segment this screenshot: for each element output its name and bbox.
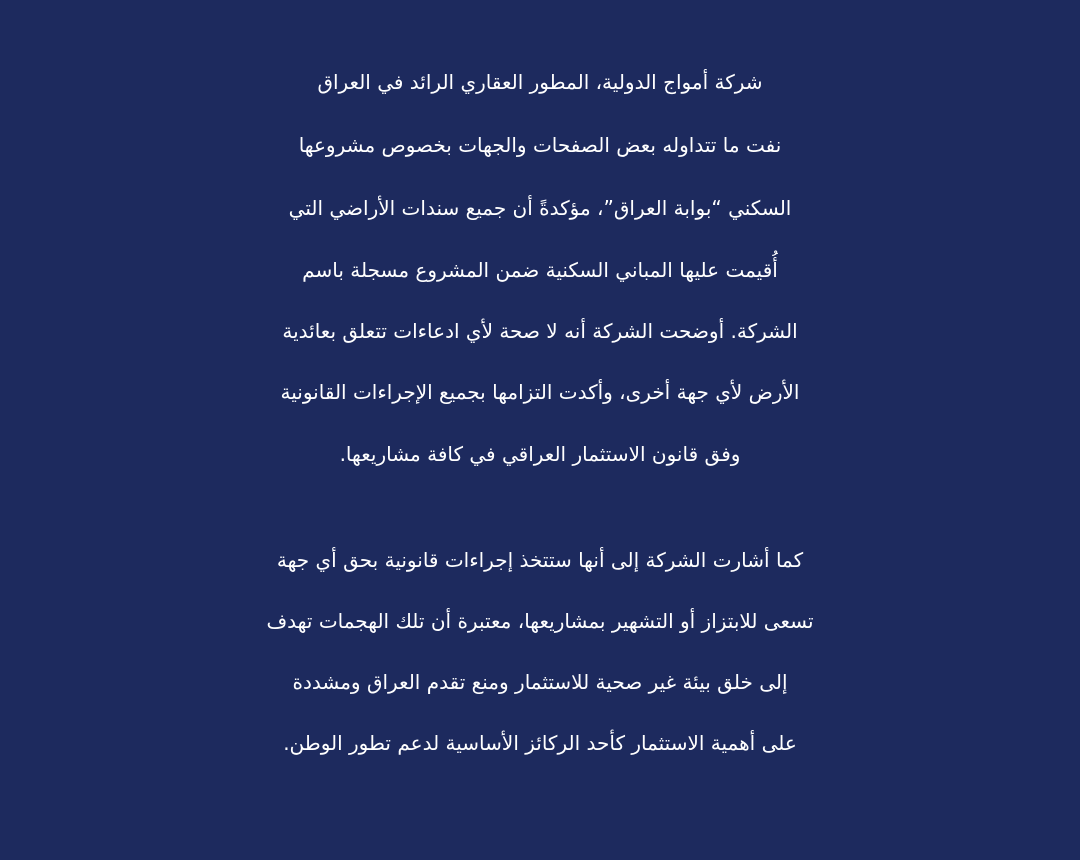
- text-line: تسعى للابتزاز أو التشهير بمشاريعها، معتبرة أن تلك الهجمات تهدف: [266, 609, 814, 633]
- text-line: الشركة. أوضحت الشركة أنه لا صحة لأي ادعاءات تتعلق بعائدية: [282, 319, 798, 343]
- text-line: إلى خلق بيئة غير صحية للاستثمار ومنع تقدم العراق ومشددة: [292, 670, 788, 694]
- text-line: على أهمية الاستثمار كأحد الركائز الأساسية لدعم تطور الوطن.: [283, 731, 797, 755]
- text-line: نفت ما تتداوله بعض الصفحات والجهات بخصوص مشروعها: [298, 133, 782, 157]
- text-line: كما أشارت الشركة إلى أنها ستتخذ إجراءات قانونية بحق أي جهة: [276, 548, 804, 572]
- text-line: أُقيمت عليها المباني السكنية ضمن المشروع مسجلة باسم: [302, 258, 778, 282]
- text-line: شركة أمواج الدولية، المطور العقاري الرائد في العراق: [317, 70, 763, 94]
- text-line: السكني “بوابة العراق”، مؤكدةً أن جميع سندات الأراضي التي: [288, 196, 792, 220]
- text-line: الأرض لأي جهة أخرى، وأكدت التزامها بجميع الإجراءات القانونية: [280, 380, 800, 404]
- text-line: وفق قانون الاستثمار العراقي في كافة مشاريعها.: [339, 442, 741, 466]
